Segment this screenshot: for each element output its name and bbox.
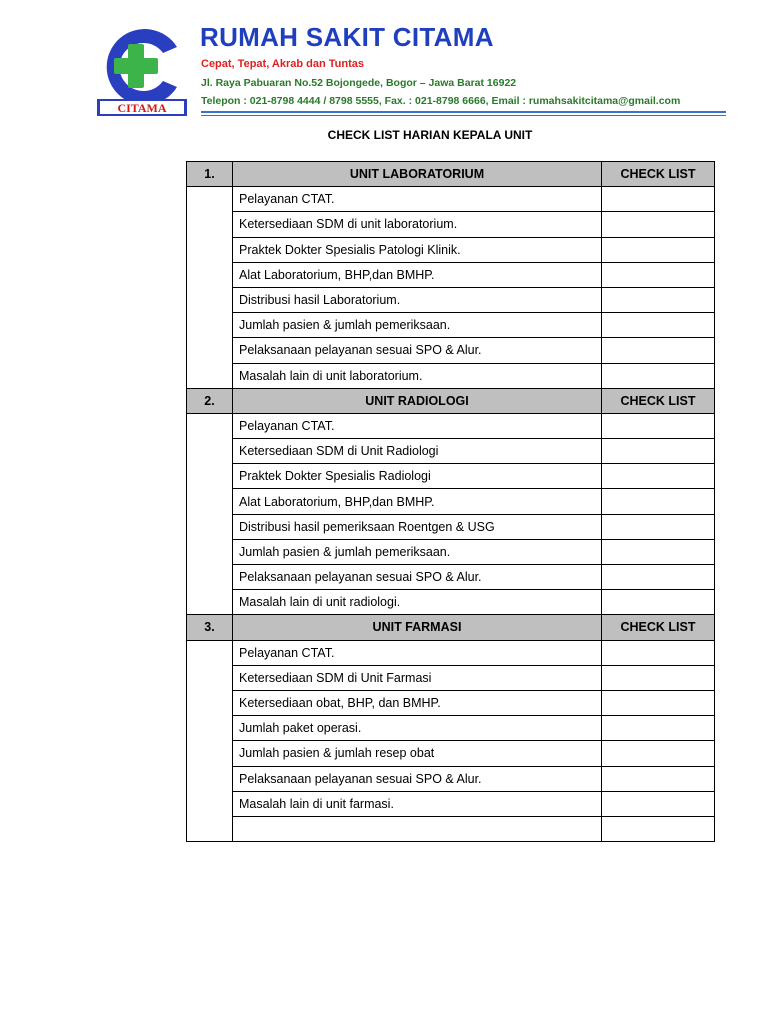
checklist-item-row — [187, 640, 715, 665]
check-cell[interactable] — [602, 791, 715, 816]
checklist-item-row — [187, 539, 715, 564]
number-column-blank — [187, 640, 233, 842]
check-cell[interactable] — [602, 741, 715, 766]
check-cell[interactable] — [602, 590, 715, 615]
checklist-item-row — [187, 665, 715, 690]
check-cell[interactable] — [602, 262, 715, 287]
checklist-item-row — [187, 791, 715, 816]
checklist-item-row — [187, 413, 715, 438]
checklist-item-row — [187, 187, 715, 212]
section-header-row — [187, 615, 715, 640]
checklist-item-row — [187, 716, 715, 741]
check-cell[interactable] — [602, 816, 715, 841]
checklist-item-text: Pelayanan CTAT. — [233, 640, 602, 665]
checklist-item-text: Pelaksanaan pelayanan sesuai SPO & Alur. — [233, 338, 602, 363]
checklist-item-row — [187, 590, 715, 615]
checklist-item-text — [233, 816, 602, 841]
checklist-item-row — [187, 212, 715, 237]
logo-wordmark: CITAMA — [117, 101, 167, 115]
hospital-address: Jl. Raya Pabuaran No.52 Bojongede, Bogor – Jawa Barat 16922 — [201, 77, 517, 89]
checklist-item-text: Masalah lain di unit laboratorium. — [233, 363, 602, 388]
checklist-item-text: Pelayanan CTAT. — [233, 187, 602, 212]
header-divider-thin — [201, 115, 726, 116]
checklist-item-row — [187, 313, 715, 338]
section-number: 3. — [187, 615, 233, 640]
checklist-item-row — [187, 287, 715, 312]
checklist-item-text: Ketersediaan SDM di Unit Farmasi — [233, 665, 602, 690]
check-cell[interactable] — [602, 237, 715, 262]
check-cell[interactable] — [602, 413, 715, 438]
checklist-item-row — [187, 489, 715, 514]
checklist-item-text: Masalah lain di unit farmasi. — [233, 791, 602, 816]
checklist-item-text: Alat Laboratorium, BHP,dan BMHP. — [233, 262, 602, 287]
checklist-item-text: Ketersediaan SDM di Unit Radiologi — [233, 439, 602, 464]
checklist-item-row — [187, 816, 715, 841]
check-cell[interactable] — [602, 363, 715, 388]
checklist-item-text: Masalah lain di unit radiologi. — [233, 590, 602, 615]
check-cell[interactable] — [602, 464, 715, 489]
checklist-item-text: Pelaksanaan pelayanan sesuai SPO & Alur. — [233, 565, 602, 590]
checklist-item-row — [187, 565, 715, 590]
check-cell[interactable] — [602, 212, 715, 237]
checklist-item-text: Praktek Dokter Spesialis Radiologi — [233, 464, 602, 489]
checklist-item-row — [187, 464, 715, 489]
hospital-contact: Telepon : 021-8798 4444 / 8798 5555, Fax. : 021-8798 6666, Email : rumahsakitcitama@gmail.com — [201, 95, 681, 107]
section-title: UNIT RADIOLOGI — [233, 388, 602, 413]
number-column-blank — [187, 413, 233, 615]
checklist-table — [186, 161, 715, 842]
hospital-logo — [97, 27, 187, 117]
section-header-row — [187, 388, 715, 413]
check-cell[interactable] — [602, 640, 715, 665]
check-cell[interactable] — [602, 716, 715, 741]
check-cell[interactable] — [602, 514, 715, 539]
number-column-blank — [187, 187, 233, 389]
checklist-item-row — [187, 514, 715, 539]
checklist-item-text: Ketersediaan SDM di unit laboratorium. — [233, 212, 602, 237]
check-cell[interactable] — [602, 338, 715, 363]
checklist-item-text: Distribusi hasil Laboratorium. — [233, 287, 602, 312]
check-list-header: CHECK LIST — [602, 615, 715, 640]
check-cell[interactable] — [602, 690, 715, 715]
checklist-item-row — [187, 363, 715, 388]
checklist-item-row — [187, 741, 715, 766]
check-cell[interactable] — [602, 665, 715, 690]
checklist-item-text: Pelaksanaan pelayanan sesuai SPO & Alur. — [233, 766, 602, 791]
checklist-item-text: Jumlah pasien & jumlah pemeriksaan. — [233, 313, 602, 338]
checklist-item-row — [187, 237, 715, 262]
checklist-item-row — [187, 439, 715, 464]
checklist-item-row — [187, 262, 715, 287]
section-title: UNIT LABORATORIUM — [233, 162, 602, 187]
check-cell[interactable] — [602, 766, 715, 791]
checklist-item-text: Praktek Dokter Spesialis Patologi Klinik. — [233, 237, 602, 262]
checklist-item-text: Alat Laboratorium, BHP,dan BMHP. — [233, 489, 602, 514]
check-cell[interactable] — [602, 287, 715, 312]
checklist-item-text: Jumlah pasien & jumlah pemeriksaan. — [233, 539, 602, 564]
check-cell[interactable] — [602, 187, 715, 212]
check-cell[interactable] — [602, 539, 715, 564]
page-title: CHECK LIST HARIAN KEPALA UNIT — [327, 128, 533, 142]
checklist-item-row — [187, 690, 715, 715]
check-cell[interactable] — [602, 489, 715, 514]
hospital-name: RUMAH SAKIT CITAMA — [200, 22, 494, 52]
checklist-item-row — [187, 338, 715, 363]
hospital-tagline: Cepat, Tepat, Akrab dan Tuntas — [201, 58, 364, 70]
checklist-item-text: Distribusi hasil pemeriksaan Roentgen & USG — [233, 514, 602, 539]
header-divider — [201, 111, 726, 113]
checklist-item-text: Jumlah paket operasi. — [233, 716, 602, 741]
check-cell[interactable] — [602, 439, 715, 464]
check-list-header: CHECK LIST — [602, 388, 715, 413]
checklist-item-text: Jumlah pasien & jumlah resep obat — [233, 741, 602, 766]
checklist-item-row — [187, 766, 715, 791]
section-title: UNIT FARMASI — [233, 615, 602, 640]
checklist-item-text: Pelayanan CTAT. — [233, 413, 602, 438]
check-cell[interactable] — [602, 565, 715, 590]
section-number: 2. — [187, 388, 233, 413]
check-cell[interactable] — [602, 313, 715, 338]
check-list-header: CHECK LIST — [602, 162, 715, 187]
checklist-item-text: Ketersediaan obat, BHP, dan BMHP. — [233, 690, 602, 715]
section-number: 1. — [187, 162, 233, 187]
section-header-row — [187, 162, 715, 187]
